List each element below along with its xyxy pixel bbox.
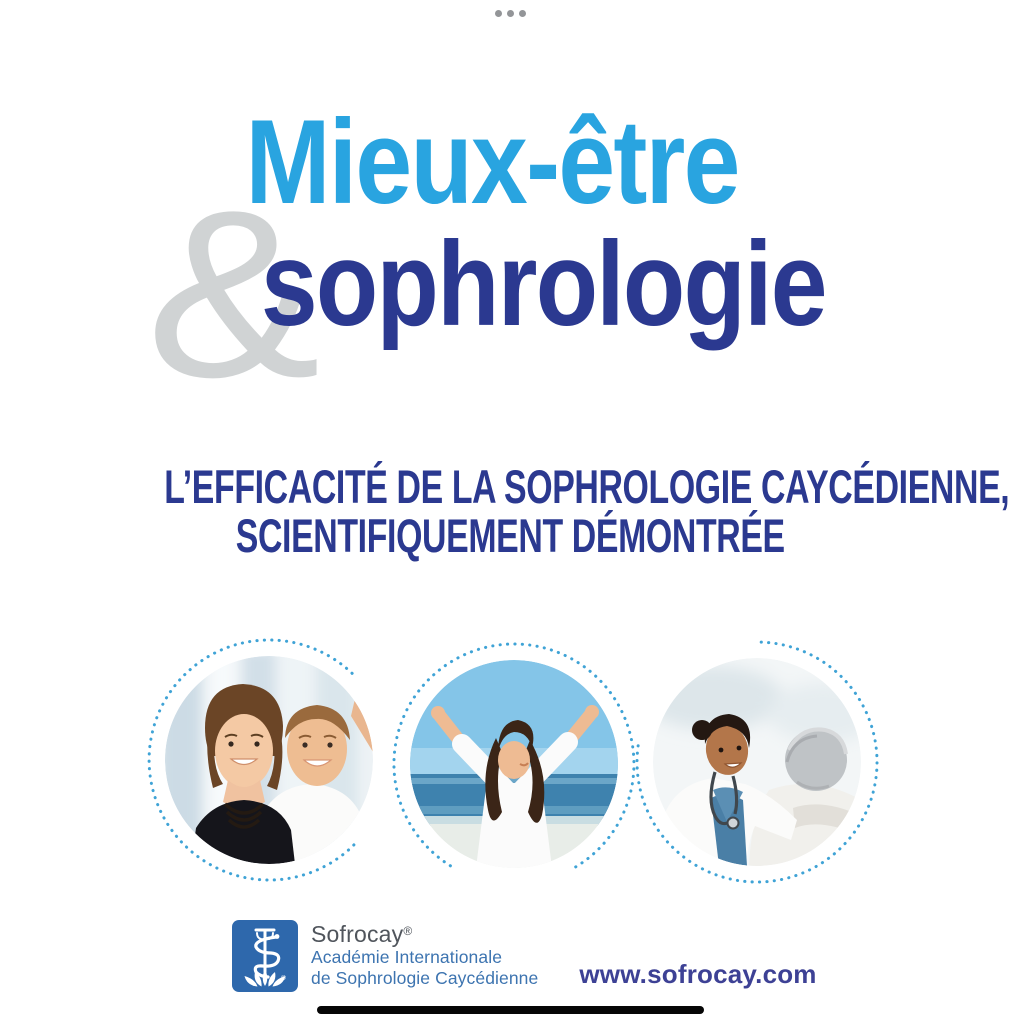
photo-cell-doctor <box>632 637 882 887</box>
woman-arms-raised-beach-photo <box>410 660 618 868</box>
multitasking-menu-icon[interactable] <box>0 10 1020 17</box>
registered-mark: ® <box>403 924 413 938</box>
website-url: www.sofrocay.com <box>579 959 817 989</box>
ampersand-glyph: & <box>146 162 321 427</box>
registered-mark-icon: ® <box>281 975 286 982</box>
smiling-couple-photo <box>165 656 373 864</box>
dot-icon <box>507 10 514 17</box>
brand-title-line2 <box>0 217 1020 351</box>
brand-title-line2-text: sophrologie <box>260 217 826 351</box>
headline-line1: L’EFFICACITÉ DE LA SOPHROLOGIE CAYCÉDIENNE, <box>164 460 1010 513</box>
home-indicator[interactable] <box>317 1006 704 1014</box>
caduceus-lotus-icon <box>232 920 298 992</box>
org-line2: de Sophrologie Caycédienne <box>311 967 539 988</box>
headline <box>0 462 1020 560</box>
doctor-with-elderly-patient-photo <box>653 658 861 866</box>
logo-text-block <box>311 923 538 987</box>
brand-name: Sofrocay® <box>311 921 413 947</box>
org-line1: Académie Internationale <box>311 947 503 967</box>
photo-cell-couple <box>144 635 394 885</box>
photo-cell-beach <box>389 639 639 889</box>
dot-icon <box>495 10 502 17</box>
dot-icon <box>519 10 526 17</box>
headline-line2: SCIENTIFIQUEMENT DÉMONTRÉE <box>235 509 785 562</box>
brand-title-line1-text: Mieux-être <box>245 95 739 229</box>
